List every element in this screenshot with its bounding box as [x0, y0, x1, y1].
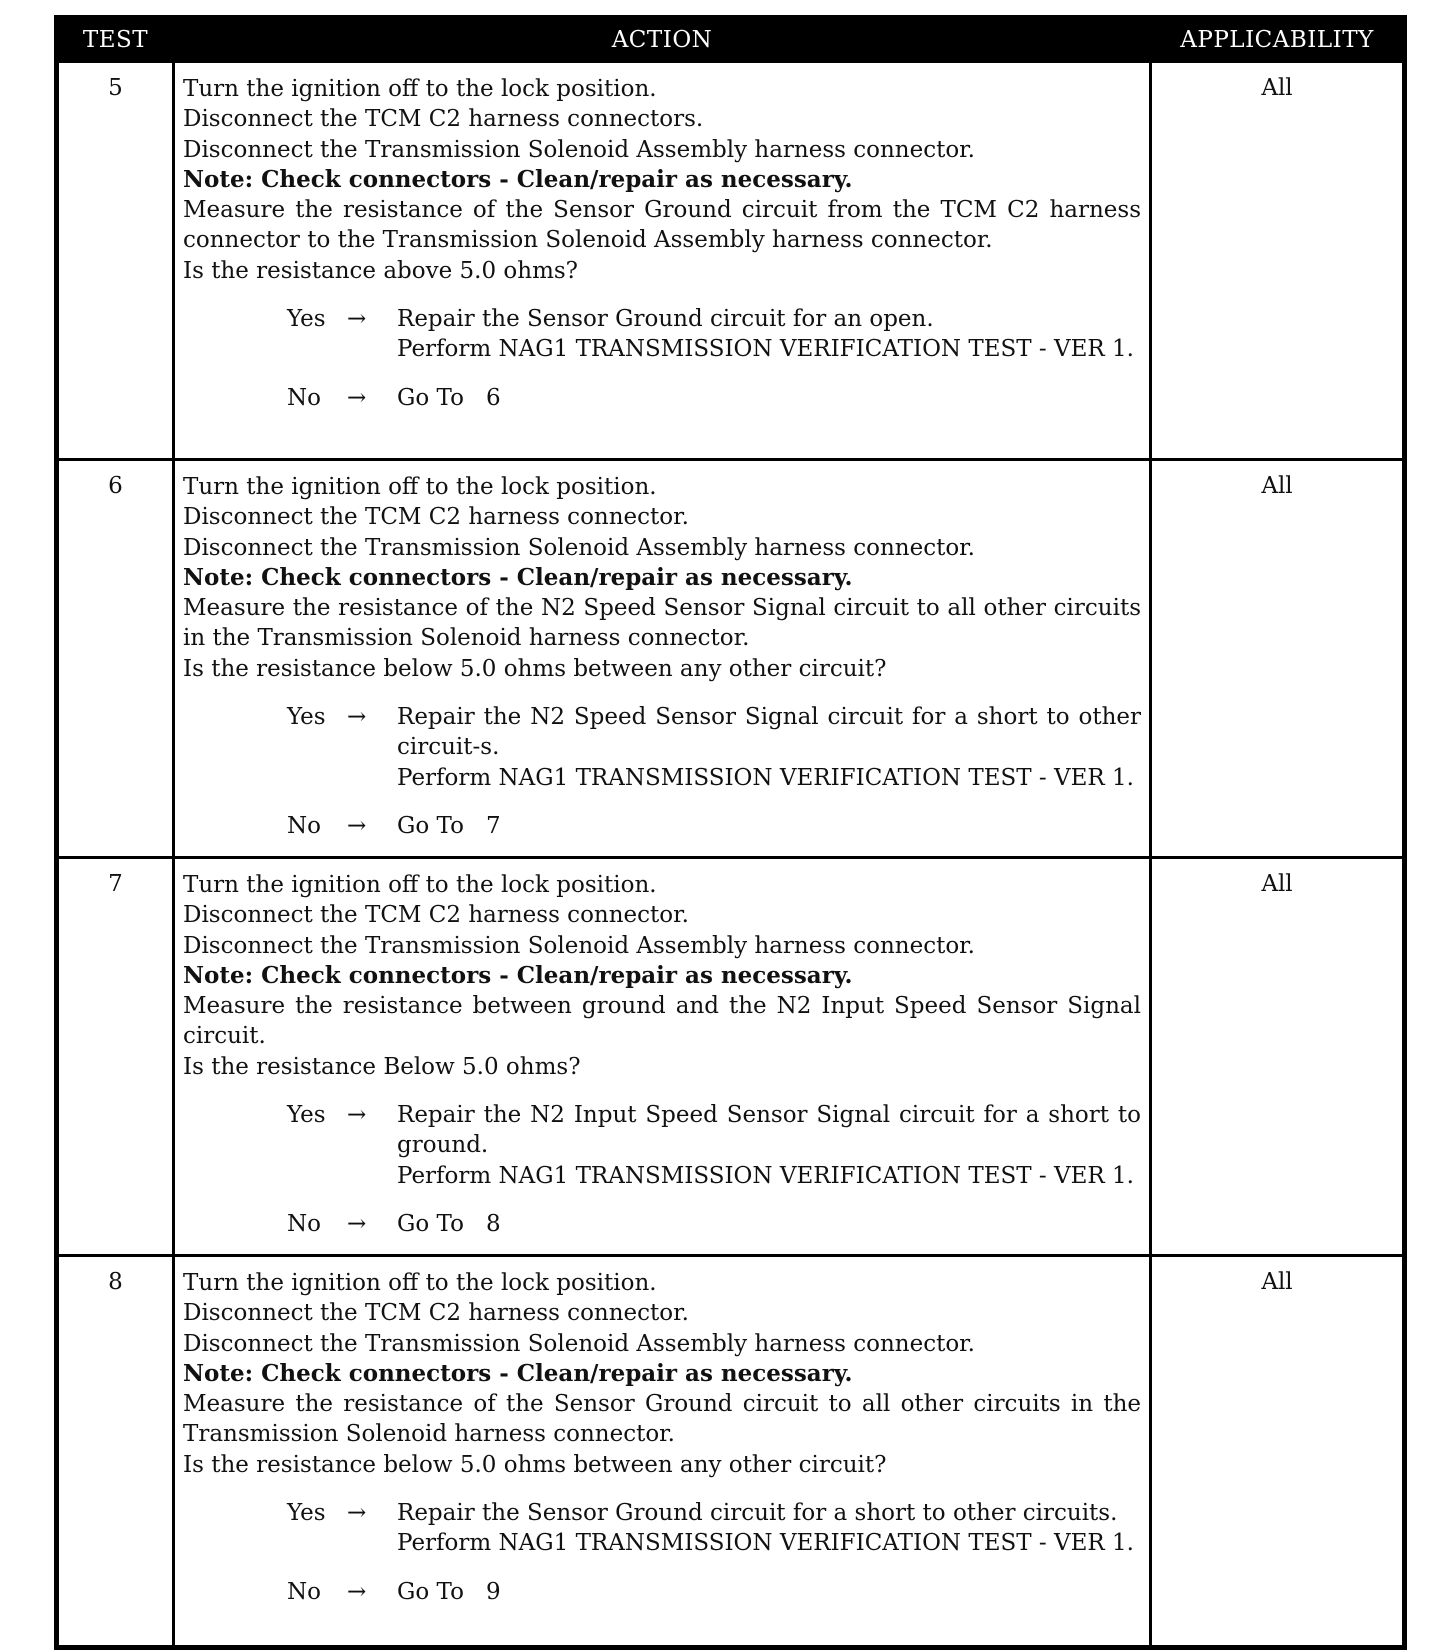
step-text: Turn the ignition off to the lock position. [183, 474, 657, 500]
yes-label: Yes [287, 1102, 326, 1129]
verification-text: Perform NAG1 TRANSMISSION VERIFICATION TEST - VER 1. [397, 764, 1134, 791]
header-applicability: APPLICABILITY [1151, 18, 1405, 62]
right-arrow-icon: → [347, 1578, 367, 1605]
yes-response [287, 702, 1141, 793]
applicability-value: All [1151, 858, 1405, 1256]
table-row [57, 858, 1405, 1256]
yes-label: Yes [287, 306, 326, 333]
right-arrow-icon: → [347, 1102, 367, 1129]
step-text: Disconnect the TCM C2 harness connector. [183, 504, 689, 531]
step-text: Disconnect the TCM C2 harness connector. [183, 1300, 689, 1327]
no-label: No [287, 1210, 321, 1237]
goto-label: Go To [397, 1210, 464, 1237]
right-arrow-icon: → [347, 306, 367, 333]
diagnostic-test-table [54, 15, 1407, 1650]
right-arrow-icon: → [347, 704, 367, 731]
action-cell [174, 460, 1151, 858]
step-text: Disconnect the TCM C2 harness connectors. [183, 106, 704, 133]
table-row [57, 1256, 1405, 1648]
measure-text: Measure the resistance of the Sensor Ground circuit from the TCM C2 harness connector to the Transmission Solenoid Assembly harness connector. [183, 197, 1141, 254]
step-text: Disconnect the Transmission Solenoid Assembly harness connector. [183, 534, 975, 561]
yes-label: Yes [287, 704, 326, 731]
note-text: Note: Check connectors - Clean/repair as necessary. [183, 961, 853, 989]
yes-response [287, 1498, 1141, 1559]
goto-label: Go To [397, 384, 464, 411]
action-cell [174, 62, 1151, 460]
verification-text: Perform NAG1 TRANSMISSION VERIFICATION TEST - VER 1. [397, 1162, 1134, 1189]
test-number: 6 [57, 460, 174, 858]
yes-action-text: Repair the Sensor Ground circuit for an open. [397, 306, 934, 333]
question-text: Is the resistance below 5.0 ohms between any other circuit? [183, 1451, 887, 1478]
no-label: No [287, 384, 321, 411]
action-cell [174, 1256, 1151, 1648]
right-arrow-icon: → [347, 384, 367, 411]
verification-text: Perform NAG1 TRANSMISSION VERIFICATION TEST - VER 1. [397, 1530, 1134, 1557]
note-text: Note: Check connectors - Clean/repair as necessary. [183, 165, 853, 193]
right-arrow-icon: → [347, 1500, 367, 1527]
goto-label: Go To [397, 812, 464, 839]
table-row [57, 460, 1405, 858]
step-text: Turn the ignition off to the lock position. [183, 1270, 657, 1296]
table-header-row [57, 18, 1405, 62]
yes-response [287, 1100, 1141, 1191]
step-text: Disconnect the Transmission Solenoid Assembly harness connector. [183, 136, 975, 163]
no-response [287, 1577, 1141, 1607]
table-row [57, 62, 1405, 460]
step-text: Turn the ignition off to the lock position. [183, 76, 657, 102]
no-label: No [287, 1578, 321, 1605]
goto-test-link[interactable]: 7 [485, 812, 501, 839]
test-number: 5 [57, 62, 174, 460]
measure-text: Measure the resistance of the N2 Speed Sensor Signal circuit to all other circuits in the Transmission Solenoid harness connector. [183, 595, 1141, 652]
test-number: 8 [57, 1256, 174, 1648]
goto-test-link[interactable]: 6 [485, 384, 501, 411]
goto-test-link[interactable]: 9 [485, 1578, 501, 1605]
yes-action-text: Repair the Sensor Ground circuit for a short to other circuits. [397, 1500, 1118, 1527]
verification-text: Perform NAG1 TRANSMISSION VERIFICATION TEST - VER 1. [397, 336, 1134, 363]
right-arrow-icon: → [347, 812, 367, 839]
step-text: Disconnect the Transmission Solenoid Assembly harness connector. [183, 932, 975, 959]
yes-label: Yes [287, 1500, 326, 1527]
applicability-value: All [1151, 62, 1405, 460]
step-text: Disconnect the Transmission Solenoid Assembly harness connector. [183, 1330, 975, 1357]
applicability-value: All [1151, 1256, 1405, 1648]
question-text: Is the resistance above 5.0 ohms? [183, 257, 579, 284]
goto-label: Go To [397, 1578, 464, 1605]
no-response [287, 1209, 1141, 1239]
no-label: No [287, 812, 321, 839]
step-text: Turn the ignition off to the lock position. [183, 872, 657, 898]
applicability-value: All [1151, 460, 1405, 858]
step-text: Disconnect the TCM C2 harness connector. [183, 902, 689, 929]
measure-text: Measure the resistance of the Sensor Ground circuit to all other circuits in the Transmission Solenoid harness connector. [183, 1391, 1141, 1448]
note-text: Note: Check connectors - Clean/repair as necessary. [183, 1359, 853, 1387]
question-text: Is the resistance Below 5.0 ohms? [183, 1053, 581, 1080]
right-arrow-icon: → [347, 1210, 367, 1237]
yes-response [287, 304, 1141, 365]
measure-text: Measure the resistance between ground and the N2 Input Speed Sensor Signal circuit. [183, 993, 1141, 1050]
note-text: Note: Check connectors - Clean/repair as necessary. [183, 563, 853, 591]
action-cell [174, 858, 1151, 1256]
header-action: ACTION [174, 18, 1151, 62]
question-text: Is the resistance below 5.0 ohms between any other circuit? [183, 655, 887, 682]
yes-action-text: Repair the N2 Speed Sensor Signal circuit for a short to other circuit-s. [397, 704, 1141, 761]
no-response [287, 811, 1141, 841]
yes-action-text: Repair the N2 Input Speed Sensor Signal circuit for a short to ground. [397, 1102, 1141, 1159]
goto-test-link[interactable]: 8 [485, 1210, 501, 1237]
header-test: TEST [57, 18, 174, 62]
no-response [287, 383, 1141, 413]
test-number: 7 [57, 858, 174, 1256]
